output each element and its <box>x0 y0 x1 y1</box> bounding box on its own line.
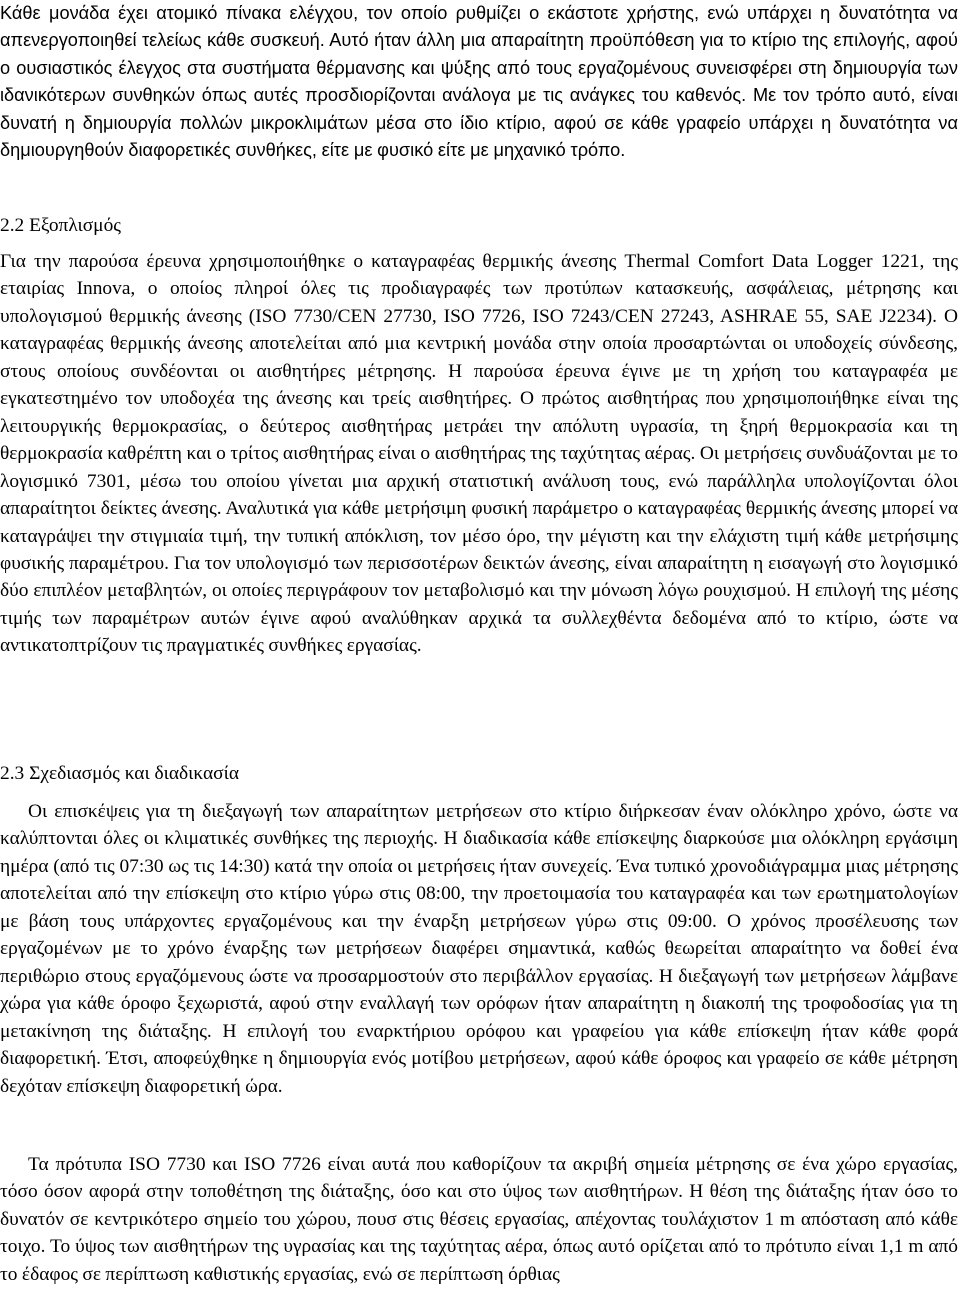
equipment-paragraph: Για την παρούσα έρευνα χρησιμοποιήθηκε ο καταγραφέας θερμικής άνεσης Thermal Comfort Data Logger 1221, της εταιρίας Innova, ο οποίος πληροί όλες τις προδιαγραφές των προτύπων κατασκευής, ασφάλειας, μέτρησης και υπολογισμού θερμικής άνεσης (ISO 7730/CEN 27730, ISO 7726, ISO 7243/CEN 27243, ASHRAE 55, SAE J2234). Ο καταγραφέας θερμικής άνεσης αποτελείται από μια κεντρική μονάδα στην οποία προσαρτώνται οι υποδοχείς σύνδεσης, στους οποίους συνδέονται οι αισθητήρες μέτρησης. Η παρούσα έρευνα έγινε με τη χρήση του καταγραφέα με εγκατεστημένο τον υποδοχέα της άνεσης και τρείς αισθητήρες. Ο πρώτος αισθητήρας που χρησιμοποιήθηκε είναι της λειτουργικής θερμοκρασίας, ο δεύτερος αισθητήρας μετράει την απόλυτη υγρασία, τη ξηρή θερμοκρασία και τη θερμοκρασία καθρέπτη και ο τρίτος αισθητήρας είναι ο αισθητήρας της ταχύτητας αέρας. Οι μετρήσεις συνδυάζονται με το λογισμικό 7301, μέσω του οποίου γίνεται μια αρχική στατιστική ανάλυση τους, ενώ παράλληλα υπολογίζονται όλοι απαραίτητοι δείκτες άνεσης. Αναλυτικά για κάθε μετρήσιμη φυσική παράμετρο ο καταγραφέας θερμικής άνεσης μπορεί να καταγράψει την στιγμιαία τιμή, την τυπική απόκλιση, τον μέσο όρο, την μέγιστη και την ελάχιστη τιμή κάθε μετρήσιμης φυσικής παραμέτρου. Για τον υπολογισμό των περισσοτέρων δεικτών άνεσης, είναι απαραίτητη η εισαγωγή στο λογισμικό δύο επιπλέον μεταβλητών, οι οποίες περιγράφουν τον μεταβολισμό και την μόνωση λόγω ρουχισμού. Η επιλογή της μέσης τιμής των παραμέτρων αυτών έγινε αφού αναλύθηκαν αρχικά τα συλλεχθέντα δεδομένα από το κτίριο, ώστε να αντικατοπτρίζουν τις πραγματικές συνθήκες εργασίας. <box>0 251 958 657</box>
design-paragraph-1: Οι επισκέψεις για τη διεξαγωγή των απαραίτητων μετρήσεων στο κτίριο διήρκεσαν έναν ολόκληρο χρόνο, ώστε να καλύπτονται όλες οι κλιματικές συνθήκες της περιοχής. Η διαδικασία κάθε επίσκεψης διαρκούσε μια ολόκληρη εργάσιμη ημέρα (από τις 07:30 ως τις 14:30) κατά την οποία οι μετρήσεις ήταν συνεχείς. Ένα τυπικό χρονοδιάγραμμα μιας μέτρησης αποτελείται από την επίσκεψη στο κτίριο γύρω στις 08:00, την προετοιμασία του καταγραφέα και των ερωτηματολογίων με βάση τους υπάρχοντες εργαζομένους και την έναρξη μετρήσεων γύρω στις 09:00. Ο χρόνος προσέλευσης των εργαζομένων με το χρόνο έναρξης των μετρήσεων διαφέρει σημαντικά, καθώς θεωρείται απαραίτητο να δοθεί ένα περιθώριο στους εργαζόμενους ώστε να προσαρμοστούν στο περιβάλλον εργασίας. Η διεξαγωγή των μετρήσεων λάμβανε χώρα για κάθε όροφο ξεχωριστά, αφού στην εναλλαγή των ορόφων ήταν απαραίτητη η διακοπή της τροφοδοσίας για τη μετακίνηση της διάταξης. Η επιλογή του εναρκτήριου ορόφου και γραφείου για κάθε επίσκεψη ήταν κάθε φορά διαφορετική. Έτσι, αποφεύχθηκε η δημιουργία ενός μοτίβου μετρήσεων, αφού κάθε όροφος και γραφείο σε κάθε μέτρηση δεχόταν επίσκεψη διαφορετική ώρα. <box>0 801 958 1097</box>
section-heading-design: 2.3 Σχεδιασμός και διαδικασία <box>0 763 239 784</box>
design-paragraph-2: Τα πρότυπα ISO 7730 και ISO 7726 είναι αυτά που καθορίζουν τα ακριβή σημεία μέτρησης σε ένα χώρο εργασίας, τόσο όσον αφορά στην τοποθέτηση της διάταξης, όσο και στο ύψος των αισθητήρων. Η θέση της διάταξης ήταν όσο το δυνατόν σε κεντρικότερο σημείο του χώρου, πουσ στις θέσεις εργασίας, απέχοντας τουλάχιστον 1 m απόσταση από κάθε τοιχο. Το ύψος των αισθητήρων της υγρασίας και της ταχύτητας αέρα, όπως αυτό ορίζεται από το πρότυπο είναι 1,1 m από το έδαφος σε περίπτωση καθιστικής εργασίας, ενώ σε περίπτωση όρθιας <box>0 1154 958 1285</box>
intro-paragraph: Κάθε μονάδα έχει ατομικό πίνακα ελέγχου, τον οποίο ρυθμίζει ο εκάστοτε χρήστης, ενώ υπάρχει η δυνατότητα να απενεργοποιηθεί τελείως κάθε συσκευή. Αυτό ήταν άλλη μια απαραίτητη προϋπόθεση για το κτίριο της επιλογής, αφού ο ουσιαστικός έλεγχος στα συστήματα θέρμανσης και ψύξης από τους εργαζομένους συνεισφέρει στη δημιουργία των ιδανικότερων συνθηκών όπως αυτές προσδιορίζονται ανάλογα με τις ανάγκες του καθενός. Με τον τρόπο αυτό, είναι δυνατή η δημιουργία πολλών μικροκλιμάτων μέσα στο ίδιο κτίριο, αφού σε κάθε γραφείο υπάρχει η δυνατότητα να δημιουργηθούν διαφορετικές συνθήκες, είτε με φυσικό είτε με μηχανικό τρόπο. <box>0 3 958 161</box>
section-heading-equipment: 2.2 Εξοπλισμός <box>0 215 121 236</box>
